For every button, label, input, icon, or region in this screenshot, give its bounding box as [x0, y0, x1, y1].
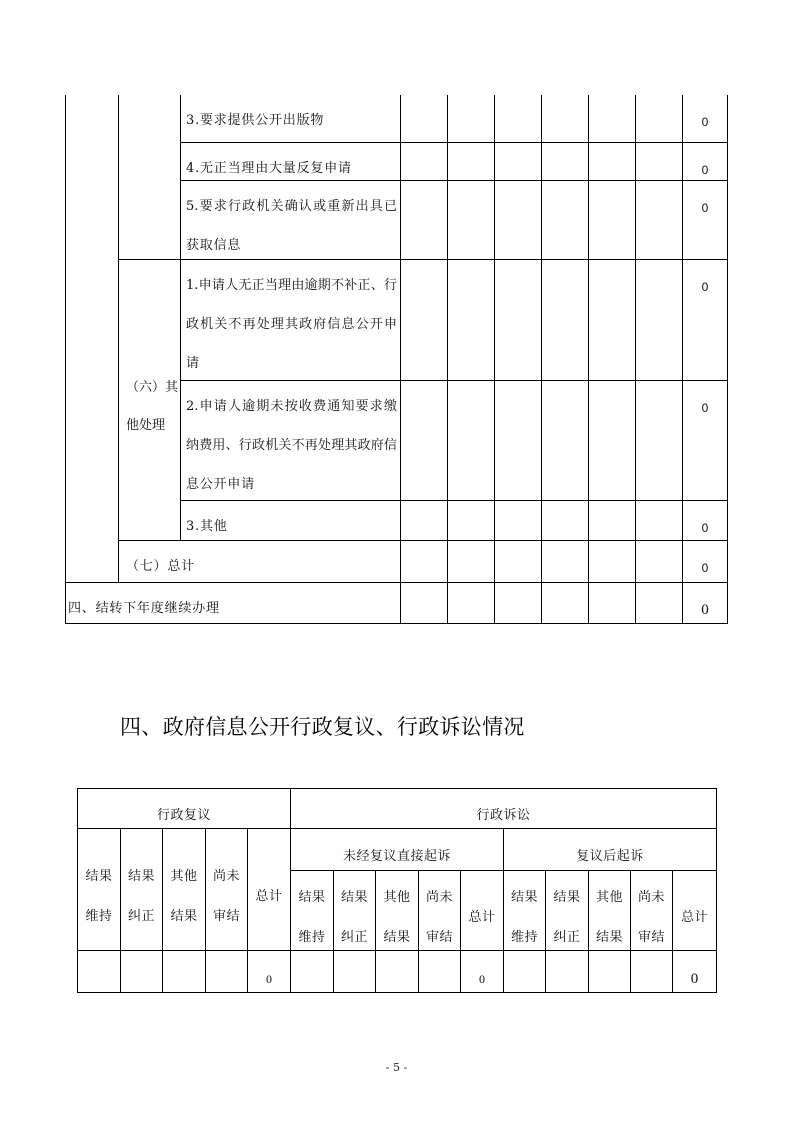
empty-cell: [635, 95, 683, 143]
column-header-line: 尚未: [425, 889, 453, 905]
empty-cell: [635, 180, 683, 260]
direct-suit-total-cell: [460, 950, 504, 993]
section-heading: 四、政府信息公开行政复议、行政诉讼情况: [120, 715, 525, 739]
empty-cell: [588, 582, 636, 624]
column-header: [545, 870, 589, 951]
column-header-line: 结果: [127, 868, 155, 884]
empty-cell: [447, 500, 495, 541]
after-review-suit-label: 复议后起诉: [576, 848, 644, 864]
empty-cell: [290, 950, 334, 993]
column-header: [630, 870, 673, 951]
empty-cell: [494, 540, 542, 583]
item-cell: [180, 142, 401, 181]
empty-cell: [494, 95, 542, 143]
page-number: - 5 -: [385, 1061, 408, 1074]
admin-review-total: 0: [266, 971, 272, 986]
empty-cell: [418, 950, 461, 993]
empty-cell: [400, 180, 448, 260]
litigation-header: [290, 788, 717, 829]
empty-cell: [447, 95, 495, 143]
direct-suit-header: [290, 828, 504, 871]
empty-cell: [400, 142, 448, 181]
item-cell: [180, 95, 401, 143]
empty-cell: [541, 180, 589, 260]
empty-cell: [120, 950, 163, 993]
empty-cell: [447, 142, 495, 181]
subtotal-label-cell: [118, 540, 401, 583]
subtotal-label: （七）总计: [126, 559, 196, 574]
column-header: [77, 828, 121, 951]
column-header: [503, 870, 546, 951]
empty-cell: [588, 259, 636, 381]
item-cell: [180, 180, 401, 260]
column-header-line: 结果: [340, 889, 368, 905]
direct-suit-total: 0: [479, 971, 485, 986]
litigation-label: 行政诉讼: [476, 807, 531, 823]
empty-cell: [375, 950, 419, 993]
total-cell: 0: [682, 180, 728, 260]
column-header-line: 其他: [383, 889, 411, 905]
column-header: [205, 828, 248, 951]
admin-review-total-cell: [247, 950, 291, 993]
column-header: [290, 870, 334, 951]
after-review-suit-total-cell: [672, 950, 717, 993]
total-cell: 0: [682, 95, 728, 143]
column-header-line: 审结: [212, 908, 240, 924]
column-header-line: 结果: [510, 889, 538, 905]
empty-cell: [635, 142, 683, 181]
category-column-cell: [65, 95, 119, 583]
empty-cell: [494, 500, 542, 541]
empty-cell: [588, 540, 636, 583]
column-header-line: 纠正: [340, 929, 368, 945]
column-header-line: 结果: [85, 868, 113, 884]
empty-cell: [77, 950, 121, 993]
column-header-line: 其他: [595, 889, 623, 905]
column-header-line: 其他: [170, 868, 198, 884]
total-cell: 0: [682, 500, 728, 541]
item-text: 5.要求行政机关确认或重新出具已: [186, 199, 397, 214]
empty-cell: [588, 380, 636, 501]
empty-cell: [447, 380, 495, 501]
admin-review-header: [77, 788, 291, 829]
total-cell: 0: [682, 142, 728, 181]
empty-cell: [635, 380, 683, 501]
subtotal-total-cell: 0: [682, 540, 728, 583]
item-text: 息公开申请: [186, 477, 256, 492]
empty-cell: [447, 582, 495, 624]
column-header-line: 纠正: [553, 929, 581, 945]
empty-cell: [541, 500, 589, 541]
item-cell: [180, 380, 401, 501]
item-text: 纳费用、行政机关不再处理其政府信: [186, 438, 397, 453]
empty-cell: [162, 950, 206, 993]
carry-over-label: 四、结转下年度继续办理: [68, 601, 220, 616]
empty-cell: [588, 500, 636, 541]
group-label-line: 他处理: [126, 418, 166, 433]
item-text: 4.无正当理由大量反复申请: [186, 161, 352, 176]
total-cell: 0: [682, 259, 728, 381]
empty-cell: [635, 540, 683, 583]
admin-review-label: 行政复议: [156, 807, 211, 823]
empty-cell: [333, 950, 376, 993]
carry-over-label-cell: [65, 582, 401, 624]
column-header-line: 结果: [553, 889, 581, 905]
empty-cell: [635, 582, 683, 624]
empty-cell: [400, 380, 448, 501]
column-header: [418, 870, 461, 951]
other-handling-group-cell: [118, 259, 181, 541]
empty-cell: [541, 540, 589, 583]
empty-cell: [494, 180, 542, 260]
empty-cell: [494, 259, 542, 381]
empty-cell: [400, 95, 448, 143]
item-text: 请: [186, 356, 200, 371]
column-header: [672, 870, 717, 951]
column-header-line: 维持: [85, 908, 113, 924]
empty-cell: [541, 380, 589, 501]
column-header-line: 维持: [510, 929, 538, 945]
column-header-line: 总计: [255, 888, 283, 904]
subcategory-column-cell: [118, 95, 181, 260]
column-header: [162, 828, 206, 951]
empty-cell: [635, 500, 683, 541]
after-review-suit-header: [503, 828, 717, 871]
empty-cell: [400, 259, 448, 381]
item-text: 3.要求提供公开出版物: [186, 113, 325, 128]
total-cell: 0: [682, 380, 728, 501]
column-header-line: 结果: [383, 929, 411, 945]
column-header-line: 总计: [680, 909, 708, 925]
empty-cell: [400, 582, 448, 624]
empty-cell: [400, 500, 448, 541]
empty-cell: [447, 540, 495, 583]
empty-cell: [503, 950, 546, 993]
empty-cell: [588, 950, 631, 993]
column-header-line: 尚未: [637, 889, 665, 905]
item-text: 3.其他: [186, 519, 228, 534]
column-header-line: 结果: [170, 908, 198, 924]
after-review-suit-total: 0: [690, 970, 699, 987]
item-text: 获取信息: [186, 238, 242, 253]
empty-cell: [541, 95, 589, 143]
column-header: [247, 828, 291, 951]
empty-cell: [630, 950, 673, 993]
empty-cell: [494, 380, 542, 501]
column-header-line: 审结: [637, 929, 665, 945]
column-header: [588, 870, 631, 951]
item-text: 1.申请人无正当理由逾期不补正、行: [186, 278, 397, 293]
column-header-line: 总计: [468, 909, 496, 925]
carry-over-total-cell: 0: [682, 582, 728, 624]
empty-cell: [205, 950, 248, 993]
column-header-line: 尚未: [212, 868, 240, 884]
empty-cell: [447, 180, 495, 260]
empty-cell: [494, 582, 542, 624]
column-header: [375, 870, 419, 951]
empty-cell: [400, 540, 448, 583]
disposal-results-table: [65, 95, 728, 624]
empty-cell: [541, 582, 589, 624]
item-text: 政机关不再处理其政府信息公开申: [186, 317, 397, 332]
empty-cell: [541, 259, 589, 381]
empty-cell: [447, 259, 495, 381]
item-text: 2.申请人逾期未按收费通知要求缴: [186, 399, 397, 414]
direct-suit-label: 未经复议直接起诉: [342, 848, 451, 864]
column-header-line: 维持: [298, 929, 326, 945]
empty-cell: [541, 142, 589, 181]
column-header-line: 结果: [595, 929, 623, 945]
empty-cell: [588, 180, 636, 260]
column-header: [333, 870, 376, 951]
column-header-line: 结果: [298, 889, 326, 905]
review-litigation-table: [77, 788, 717, 993]
empty-cell: [635, 259, 683, 381]
empty-cell: [588, 95, 636, 143]
column-header: [460, 870, 504, 951]
group-label-line: （六）其: [126, 380, 179, 395]
item-cell: [180, 259, 401, 381]
empty-cell: [545, 950, 589, 993]
empty-cell: [494, 142, 542, 181]
column-header: [120, 828, 163, 951]
column-header-line: 审结: [425, 929, 453, 945]
empty-cell: [588, 142, 636, 181]
item-cell: [180, 500, 401, 541]
column-header-line: 纠正: [127, 908, 155, 924]
